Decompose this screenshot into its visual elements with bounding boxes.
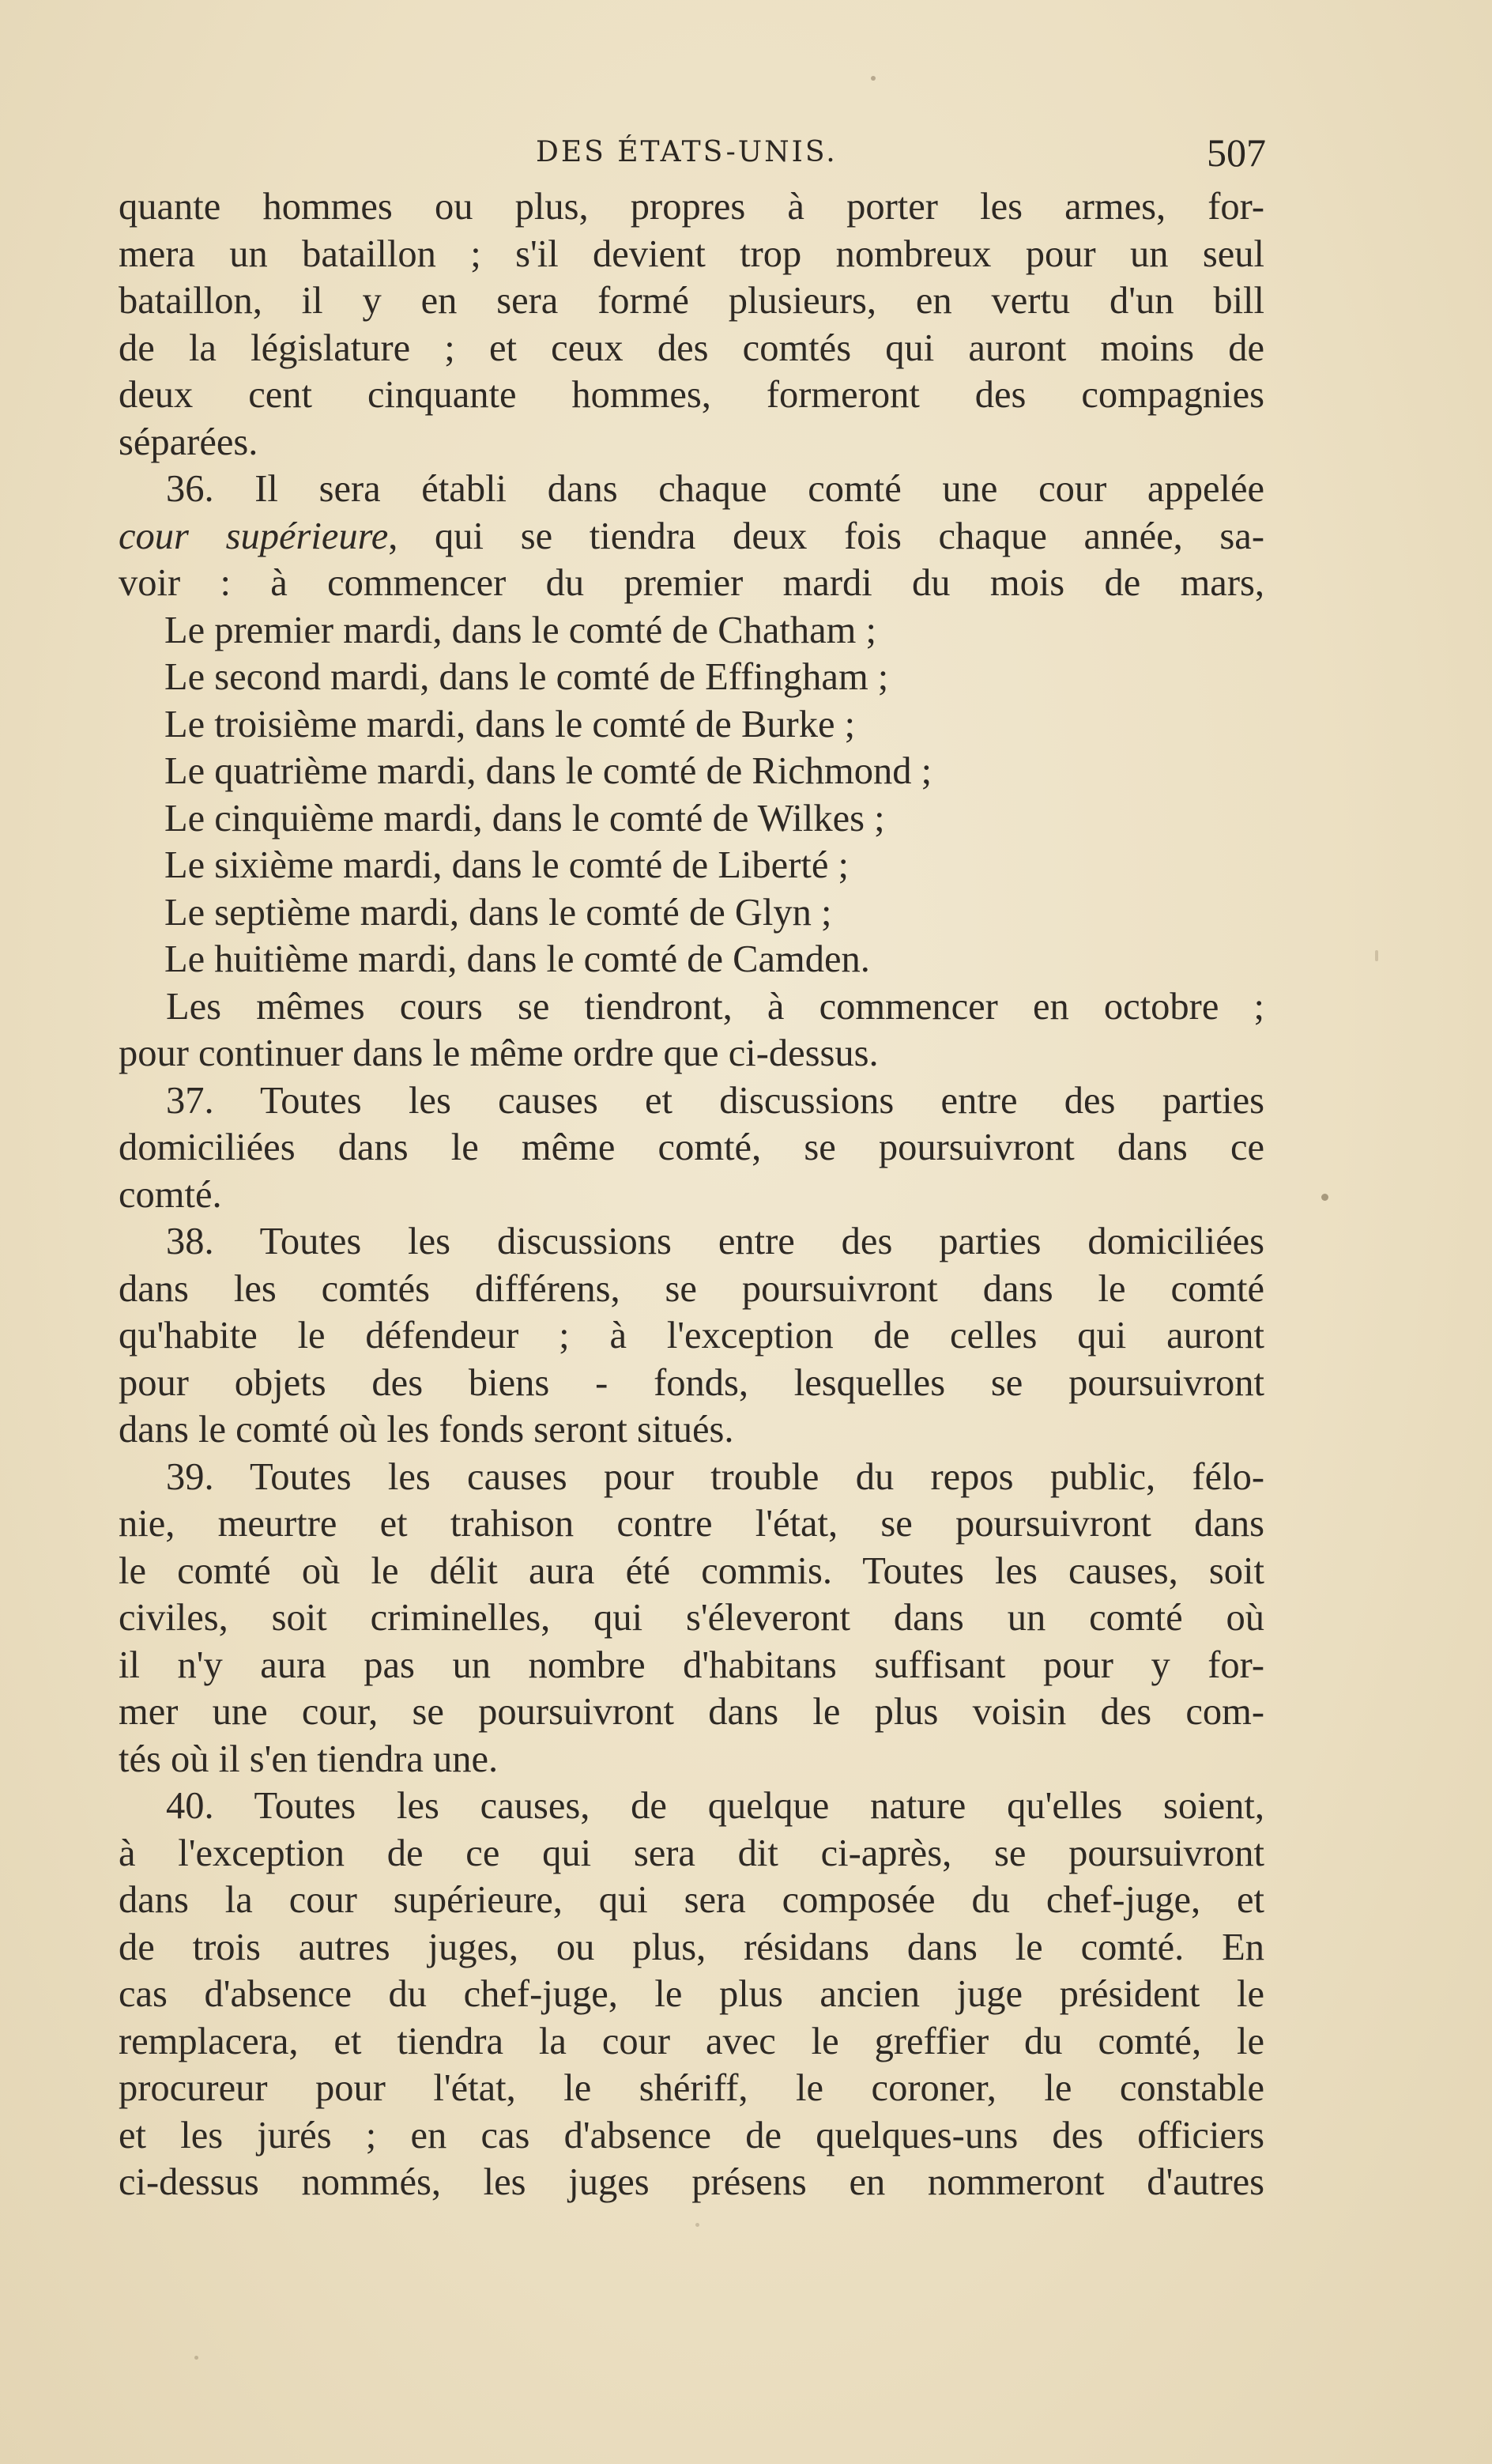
text-line: mera un bataillon ; s'il devient trop nombreux pour un seul: [119, 232, 1264, 275]
paper-speck: [194, 2356, 198, 2360]
text-line: civiles, soit criminelles, qui s'éleveront dans un comté où: [119, 1597, 1264, 1639]
text-fragment: , qui se tiendra deux fois chaque année, sa-: [388, 515, 1264, 557]
text-line: le comté où le délit aura été commis. Toutes les causes, soit: [119, 1549, 1264, 1592]
body-text: [119, 183, 1264, 2206]
text-line: procureur pour l'état, le shériff, le coroner, le constable: [119, 2067, 1264, 2109]
text-line: bataillon, il y en sera formé plusieurs, en vertu d'un bill: [119, 280, 1264, 322]
text-line: deux cent cinquante hommes, formeront des compagnies: [119, 374, 1264, 416]
text-line: séparées.: [119, 421, 258, 463]
text-line: dans les comtés différens, se poursuivront dans le comté: [119, 1267, 1264, 1310]
text-line: il n'y aura pas un nombre d'habitans suffisant pour y for-: [119, 1643, 1264, 1686]
text-line: remplacera, et tiendra la cour avec le greffier du comté, le: [119, 2020, 1264, 2062]
paper-speck: [871, 76, 876, 81]
article-36-start: 36. Il sera établi dans chaque comté une cour appelée: [166, 468, 1264, 510]
text-line: de trois autres juges, ou plus, résidans dans le comté. En: [119, 1926, 1264, 1968]
paper-speck: [1321, 1194, 1328, 1201]
schedule-item: Le cinquième mardi, dans le comté de Wilkes ;: [164, 797, 885, 840]
schedule-item: Le second mardi, dans le comté de Effingham ;: [164, 656, 889, 698]
text-line: qu'habite le défendeur ; à l'exception de celles qui auront: [119, 1315, 1264, 1357]
article-37-start: 37. Toutes les causes et discussions entre des parties: [166, 1079, 1264, 1122]
text-line: pour objets des biens - fonds, lesquelles se poursuivront: [119, 1361, 1264, 1404]
text-line: cas d'absence du chef-juge, le plus ancien juge président le: [119, 1973, 1264, 2015]
text-line: et les jurés ; en cas d'absence de quelques-uns des officiers: [119, 2114, 1264, 2156]
text-line: dans le comté où les fonds seront situés.: [119, 1409, 734, 1451]
article-40-start: 40. Toutes les causes, de quelque nature qu'elles soient,: [166, 1785, 1264, 1827]
text-line: de la législature ; et ceux des comtés qui auront moins de: [119, 326, 1264, 369]
text-line: mer une cour, se poursuivront dans le plus voisin des com-: [119, 1691, 1264, 1733]
running-title: DES ÉTATS-UNIS.: [536, 136, 838, 168]
page-header: [119, 131, 1264, 179]
italic-term: cour supérieure: [119, 515, 389, 557]
text-line: à l'exception de ce qui sera dit ci-après, se poursuivront: [119, 1832, 1264, 1874]
text-line: [119, 513, 1264, 560]
text-line: tés où il s'en tiendra une.: [119, 1738, 499, 1780]
schedule-item: Le quatrième mardi, dans le comté de Richmond ;: [164, 750, 932, 792]
text-line: Les mêmes cours se tiendront, à commencer en octobre ;: [166, 985, 1264, 1028]
text-line: nie, meurtre et trahison contre l'état, se poursuivront dans: [119, 1503, 1264, 1545]
text-line: quante hommes ou plus, propres à porter les armes, for-: [119, 186, 1264, 228]
article-39-start: 39. Toutes les causes pour trouble du repos public, félo-: [166, 1455, 1264, 1498]
text-line: comté.: [119, 1173, 222, 1216]
text-line: dans la cour supérieure, qui sera composée du chef-juge, et: [119, 1879, 1264, 1921]
schedule-item: Le premier mardi, dans le comté de Chatham ;: [164, 609, 876, 651]
schedule-item: Le huitième mardi, dans le comté de Camden.: [164, 938, 870, 980]
paper-speck: [695, 2223, 699, 2227]
text-line: pour continuer dans le même ordre que ci-dessus.: [119, 1032, 879, 1074]
paper-speck: [1375, 950, 1378, 961]
page-number: 507: [1207, 130, 1266, 175]
schedule-item: Le sixième mardi, dans le comté de Liberté ;: [164, 844, 849, 886]
text-line: voir : à commencer du premier mardi du mois de mars,: [119, 562, 1264, 604]
schedule-item: Le septième mardi, dans le comté de Glyn ;: [164, 891, 832, 934]
text-line: domiciliées dans le même comté, se poursuivront dans ce: [119, 1126, 1264, 1168]
article-38-start: 38. Toutes les discussions entre des parties domiciliées: [166, 1221, 1264, 1262]
text-line: ci-dessus nommés, les juges présens en nommeront d'autres: [119, 2161, 1264, 2203]
schedule-item: Le troisième mardi, dans le comté de Burke ;: [164, 703, 856, 745]
